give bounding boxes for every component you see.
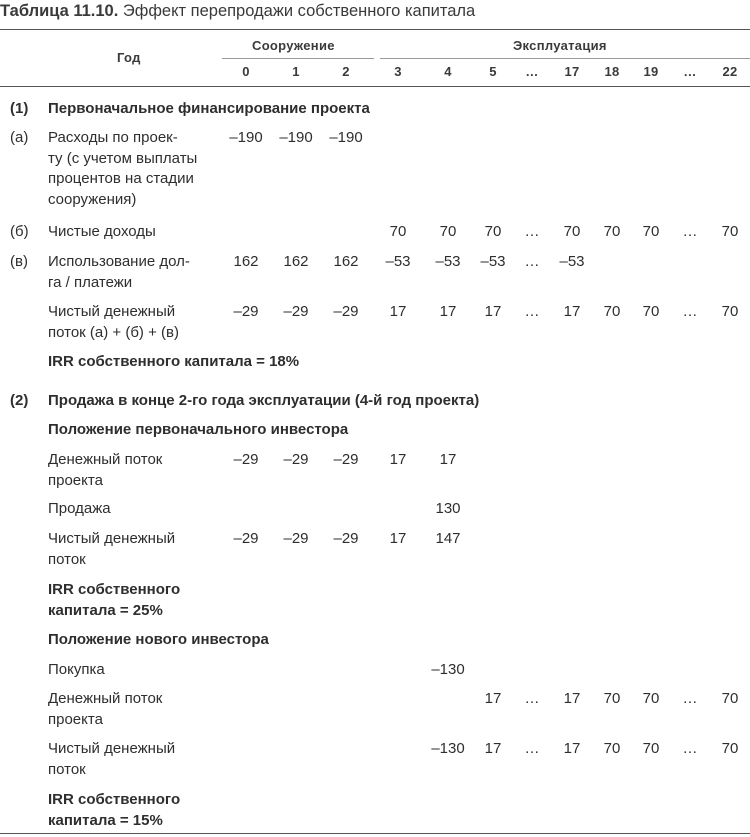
year-header: Год (117, 50, 141, 65)
table-cell: 17 (563, 740, 581, 757)
table-cell: –130 (431, 661, 465, 678)
table-cell: –29 (283, 530, 309, 547)
table-cell: 70 (721, 303, 739, 320)
row-label: Положение нового инвестора (48, 631, 269, 648)
table-cell: … (524, 253, 540, 270)
row-label: IRR собственного капитала = 18% (48, 353, 300, 370)
table-cell: 70 (603, 223, 621, 240)
row-label: Продажа в конце 2-го года эксплуатации (4-й год проекта) (48, 392, 480, 409)
row-label: Чистый денежный (48, 530, 176, 547)
table-caption (0, 0, 475, 26)
year-col-9: 19 (643, 64, 659, 79)
table-cell: –29 (283, 451, 309, 468)
row-label: Продажа (48, 500, 111, 517)
table-cell: 70 (642, 303, 660, 320)
table-cell: 70 (603, 690, 621, 707)
table-cell: –53 (435, 253, 461, 270)
table-cell: 70 (642, 223, 660, 240)
table-cell: 17 (389, 530, 407, 547)
year-col-0: 0 (242, 64, 250, 79)
row-label: IRR собственного (48, 791, 181, 808)
table-cell: 17 (563, 303, 581, 320)
row-label: IRR собственного (48, 581, 181, 598)
table-cell: –29 (233, 451, 259, 468)
table-cell: 17 (389, 451, 407, 468)
year-col-3: 3 (394, 64, 402, 79)
table-cell: 17 (439, 303, 457, 320)
row-marker: (2) (10, 392, 29, 409)
row-label: Чистый денежный (48, 740, 176, 757)
table-cell: –190 (229, 129, 263, 146)
table-cell: –29 (333, 530, 359, 547)
row-label: Покупка (48, 661, 105, 678)
row-label: капитала = 25% (48, 601, 163, 619)
year-col-8: 18 (604, 64, 620, 79)
row-marker: (в) (10, 253, 28, 270)
table-cell: 70 (721, 740, 739, 757)
table-cell: –130 (431, 740, 465, 757)
table-cell: –53 (559, 253, 585, 270)
row-label: Расходы по проек- (48, 129, 178, 146)
table-cell: … (682, 303, 698, 320)
table-cell: 70 (721, 223, 739, 240)
row-marker: (а) (10, 129, 29, 146)
row-label: Чистый денежный (48, 303, 176, 320)
table-cell: 147 (435, 530, 461, 547)
row-label: поток (48, 550, 86, 568)
row-label: проекта (48, 471, 103, 489)
row-label: поток (48, 760, 86, 778)
row-marker: (1) (10, 100, 29, 117)
row-label: Денежный поток (48, 690, 163, 707)
row-label: Использование дол- (48, 253, 190, 270)
table-cell: 70 (563, 223, 581, 240)
table-cell: 70 (484, 223, 502, 240)
table-cell: 17 (484, 690, 502, 707)
year-col-6: … (525, 64, 539, 79)
row-label: Денежный поток (48, 451, 163, 468)
table-cell: 70 (389, 223, 407, 240)
table-title: Эффект перепродажи собственного капитала (122, 2, 476, 20)
year-col-5: 5 (489, 64, 497, 79)
year-col-1: 1 (292, 64, 300, 79)
year-col-10: … (683, 64, 697, 79)
table-cell: 17 (439, 451, 457, 468)
operation-group-rule (380, 58, 750, 59)
table-cell: –29 (333, 303, 359, 320)
construction-header: Сооружение (252, 38, 335, 53)
table-cell: –29 (233, 303, 259, 320)
row-label: Чистые доходы (48, 223, 156, 240)
table-cell: 70 (603, 740, 621, 757)
row-label: капитала = 15% (48, 811, 163, 829)
table-cell: 70 (721, 690, 739, 707)
construction-group-rule (222, 58, 374, 59)
table-cell: 70 (642, 740, 660, 757)
year-col-2: 2 (342, 64, 350, 79)
row-label: проекта (48, 710, 103, 728)
table-cell: … (682, 223, 698, 240)
row-label: ту (с учетом выплаты (48, 149, 198, 167)
table-cell: 162 (283, 253, 309, 270)
table-cell: 17 (484, 303, 502, 320)
table-cell: … (682, 740, 698, 757)
row-marker: (б) (10, 223, 29, 240)
table-cell: … (682, 690, 698, 707)
table-cell: … (524, 740, 540, 757)
year-col-7: 17 (564, 64, 580, 79)
table-cell: 70 (642, 690, 660, 707)
table-cell: 162 (233, 253, 259, 270)
table-cell: 130 (435, 500, 461, 517)
table-cell: … (524, 303, 540, 320)
table-bottom-rule (0, 833, 750, 834)
table-cell: 70 (439, 223, 457, 240)
table-cell: … (524, 690, 540, 707)
table-cell: –190 (329, 129, 363, 146)
table-cell: 70 (603, 303, 621, 320)
table-cell: –29 (333, 451, 359, 468)
operation-header: Эксплуатация (513, 38, 607, 53)
table-top-rule (0, 29, 750, 30)
table-cell: –29 (283, 303, 309, 320)
year-col-11: 22 (722, 64, 738, 79)
table-cell: –53 (385, 253, 411, 270)
table-cell: 17 (484, 740, 502, 757)
row-label: Первоначальное финансирование проекта (48, 100, 370, 117)
table-cell: 17 (563, 690, 581, 707)
table-cell: –29 (233, 530, 259, 547)
table-cell: –53 (480, 253, 506, 270)
header-bottom-rule (0, 86, 750, 87)
row-label: процентов на стадии (48, 170, 194, 187)
row-label: сооружения) (48, 190, 137, 208)
table-cell: 162 (333, 253, 359, 270)
row-label: Положение первоначального инвестора (48, 421, 349, 438)
table-cell: 17 (389, 303, 407, 320)
table-cell: … (524, 223, 540, 240)
row-label: га / платежи (48, 273, 133, 291)
row-label: поток (а) + (б) + (в) (48, 323, 179, 341)
table-number: Таблица 11.10. (0, 2, 119, 20)
year-col-4: 4 (444, 64, 452, 79)
table-cell: –190 (279, 129, 313, 146)
